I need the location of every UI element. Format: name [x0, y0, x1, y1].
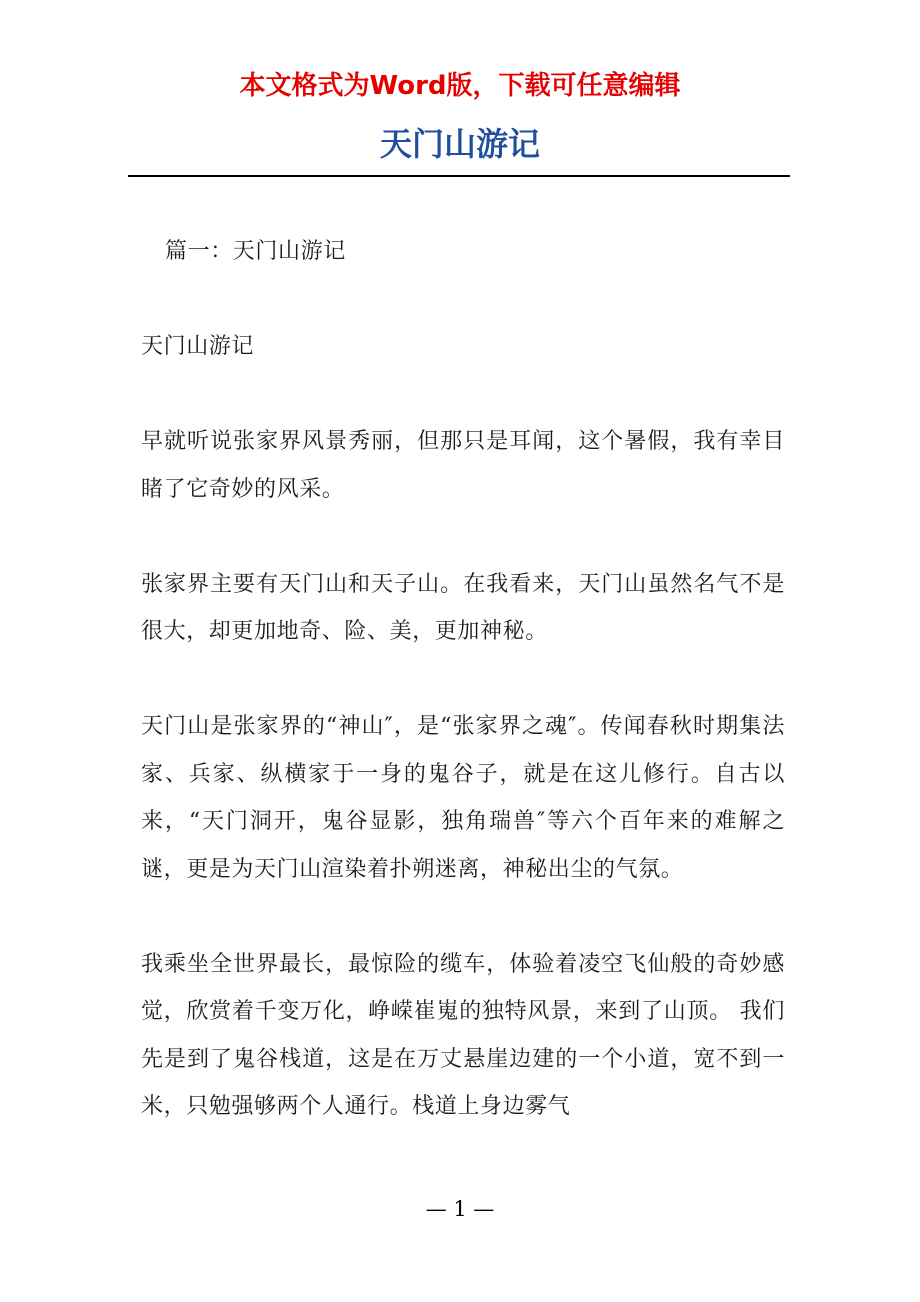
article-subtitle: 天门山游记 [141, 334, 255, 359]
paragraph-4: 我乘坐全世界最长，最惊险的缆车，体验着凌空飞仙般的奇妙感觉，欣赏着千变万化，峥嵘崔嵬的独特风景，来到了山顶。 我们先是到了鬼谷栈道，这是在万丈悬崖边建的一个小道，宽不到一米，只勉强够两个人通行。栈道上身边雾气 [141, 951, 785, 1119]
format-banner: 本文格式为Word版，下载可任意编辑 [239, 71, 681, 101]
paragraph-1: 早就听说张家界风景秀丽，但那只是耳闻，这个暑假，我有幸目睹了它奇妙的风采。 [141, 429, 785, 502]
section-heading: 篇一：天门山游记 [165, 239, 346, 264]
title-divider [128, 175, 790, 177]
page-number: — 1 — [425, 1197, 495, 1221]
paragraph-3: 天门山是张家界的“神山″，是“张家界之魂″。传闻春秋时期集法家、兵家、纵横家于一身的鬼谷子，就是在这儿修行。自古以来，“天门洞开，鬼谷显影，独角瑞兽″等六个百年来的难解之谜，更是为天门山渲染着扑朔迷离，神秘出尘的气氛。 [141, 714, 785, 882]
document-title: 天门山游记 [379, 125, 540, 163]
paragraph-2: 张家界主要有天门山和天子山。在我看来，天门山虽然名气不是很大，却更加地奇、险、美，更加神秘。 [141, 571, 785, 644]
document-body [141, 228, 785, 1131]
